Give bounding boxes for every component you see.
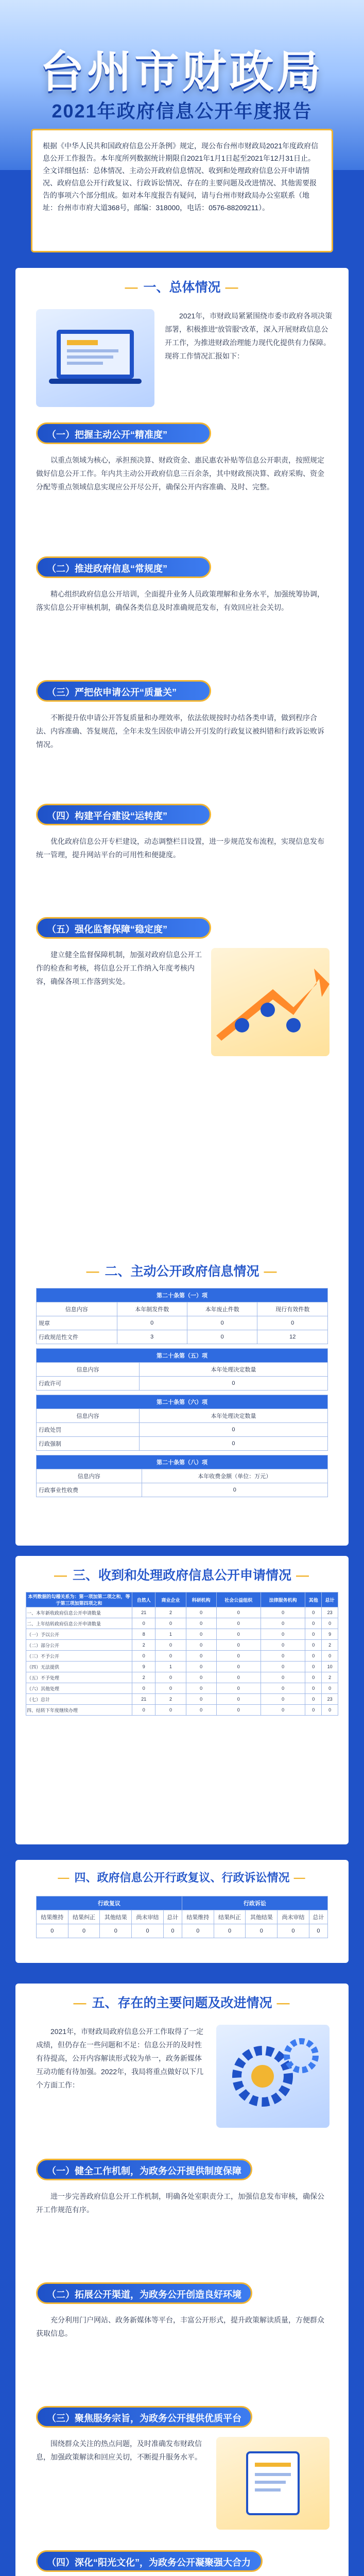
table-header: 结果纠正 <box>68 1910 100 1924</box>
table-cell: 0 <box>132 1683 155 1694</box>
table-cell: 21 <box>132 1607 155 1618</box>
table-cell: 2 <box>132 1640 155 1651</box>
table-cell: 0 <box>37 1924 68 1938</box>
table-cell: 二、上年结转政府信息公开申请数量 <box>26 1618 132 1629</box>
table-cell: 0 <box>278 1924 309 1938</box>
table-row <box>26 1672 338 1683</box>
table-cell: 0 <box>186 1640 216 1651</box>
table-header: 其他 <box>305 1592 322 1607</box>
platform-illustration <box>216 2437 330 2530</box>
header-subtitle: 2021年政府信息公开年度报告 <box>51 100 313 122</box>
table-header: 自然人 <box>132 1592 155 1607</box>
table-cell: 2 <box>132 1672 155 1683</box>
table-cell: （五）不予处理 <box>26 1672 132 1683</box>
section-title-review: 四、政府信息公开行政复议、行政诉讼情况 <box>74 1871 290 1884</box>
gears-illustration <box>216 2025 330 2128</box>
table-cell: 0 <box>305 1705 322 1716</box>
table-cell: 0 <box>186 1607 216 1618</box>
table-cell: 0 <box>261 1618 305 1629</box>
table-cell: 23 <box>322 1694 338 1705</box>
table-cell: （七）总计 <box>26 1694 132 1705</box>
table-cell: 0 <box>322 1618 338 1629</box>
table-cell: 0 <box>216 1683 261 1694</box>
table-header: 结果维持 <box>37 1910 68 1924</box>
table-header: 信息内容 <box>37 1469 142 1483</box>
section-title-active: 二、主动公开政府信息情况 <box>105 1264 259 1279</box>
table-cell: 规章 <box>37 1316 117 1330</box>
table-header: 商业企业 <box>155 1592 186 1607</box>
table-header: 科研机构 <box>186 1592 216 1607</box>
table-cell: 0 <box>261 1607 305 1618</box>
section-title-issues: 五、存在的主要问题及改进情况 <box>92 1996 272 2010</box>
table-cell: 0 <box>132 1651 155 1662</box>
table-header: 行政复议 <box>37 1896 182 1910</box>
table-header: 结果维持 <box>182 1910 214 1924</box>
table-cell: 0 <box>186 1618 216 1629</box>
active-table-4 <box>36 1455 328 1497</box>
table-cell: 行政许可 <box>37 1377 140 1391</box>
table-cell: 0 <box>216 1694 261 1705</box>
table-cell: 9 <box>322 1629 338 1640</box>
table-cell: 0 <box>186 1694 216 1705</box>
table-cell: 0 <box>305 1672 322 1683</box>
table-cell: 0 <box>261 1662 305 1672</box>
table-cell: 0 <box>216 1705 261 1716</box>
table-cell: 0 <box>186 1629 216 1640</box>
table-cell: 23 <box>322 1607 338 1618</box>
table-cell: 0 <box>139 1377 327 1391</box>
table-cell: 0 <box>246 1924 278 1938</box>
table-row <box>26 1618 338 1629</box>
table-cell: 1 <box>155 1629 186 1640</box>
table-cell: 0 <box>305 1618 322 1629</box>
section-title-applications: 三、收到和处理政府信息公开申请情况 <box>72 1568 291 1583</box>
table-row <box>26 1683 338 1694</box>
table-cell: 0 <box>216 1618 261 1629</box>
table-header: 本列数据的勾稽关系为：第一项加第二项之和，等于第三项加第四项之和 <box>26 1592 132 1607</box>
table-cell: 0 <box>139 1437 327 1451</box>
table-cell: 行政处罚 <box>37 1423 140 1437</box>
table-cell: 2 <box>322 1640 338 1651</box>
intro-box: 根据《中华人民共和国政府信息公开条例》规定，现公布台州市财政局2021年度政府信息公开工作报告。本年度所列数据统计期限自2021年1月1日起至2021年12月31日止。全文详细包括：总体情况、主动公开政府信息情况、收到和处理政府信息公开申请情况、政府信息公开行政复议、行政诉讼情况、存在的主要问题及改进情况、其他需要报告的事项六个部分组成。如对本年度报告有疑问，请与台州市财政局办公室联系（地址：台州市市府大道368号，邮编：318000，电话：0576-88209211）。 <box>31 129 333 252</box>
table-cell: 0 <box>305 1662 322 1672</box>
table-cell: 0 <box>132 1924 164 1938</box>
table-cell: 10 <box>322 1662 338 1672</box>
table-cell: 0 <box>186 1651 216 1662</box>
active-table-1 <box>36 1288 328 1344</box>
header-title: 台州市财政局 <box>40 47 324 97</box>
table-cell: 9 <box>132 1662 155 1672</box>
table-band: 第二十条第（一）项 <box>37 1289 328 1302</box>
table-cell: 0 <box>155 1618 186 1629</box>
overview-illustration <box>36 309 154 407</box>
table-cell: 0 <box>216 1607 261 1618</box>
table-header: 本年处理决定数量 <box>139 1363 327 1377</box>
table-row <box>26 1629 338 1640</box>
table-cell: 0 <box>186 1705 216 1716</box>
table-cell: 3 <box>117 1330 187 1344</box>
table-cell: 行政事业性收费 <box>37 1483 142 1497</box>
table-cell: 0 <box>186 1662 216 1672</box>
table-cell: 0 <box>216 1651 261 1662</box>
table-row <box>26 1640 338 1651</box>
section-review: — 四、政府信息公开行政复议、行政诉讼情况 — 行政复议 行政诉讼 结果维持 结果纠正 其他结果 尚未审结 总计 结果维持 结果纠正 其他结果 尚未审结 总计 0 0 0 0 0 0 0 0 0 0 <box>15 1860 349 1963</box>
active-table-3 <box>36 1395 328 1451</box>
table-cell: 0 <box>261 1629 305 1640</box>
table-cell: 行政规范性文件 <box>37 1330 117 1344</box>
issues-paragraph-3: 围绕群众关注的热点问题，及时准确发布财政信息，加强政策解读和回应关切，不断提升服务水平。 <box>36 2439 202 2461</box>
overview-subtitle-3: （三）严把依申请公开“质量关” <box>36 680 211 702</box>
table-cell: 0 <box>305 1651 322 1662</box>
table-header: 法律服务机构 <box>261 1592 305 1607</box>
rising-arrow-illustration <box>211 948 330 1056</box>
table-cell: 行政强制 <box>37 1437 140 1451</box>
table-cell: 0 <box>100 1924 132 1938</box>
table-cell: 0 <box>257 1316 328 1330</box>
table-cell: 0 <box>139 1423 327 1437</box>
table-cell: 0 <box>261 1651 305 1662</box>
table-cell: 0 <box>155 1705 186 1716</box>
table-cell: 0 <box>261 1672 305 1683</box>
table-header: 其他结果 <box>100 1910 132 1924</box>
overview-paragraph-2: 精心组织政府信息公开培训，全面提升业务人员政策理解和业务水平，加强统筹协调，落实信息公开审核机制，确保各类信息及时准确规范发布，有效回应社会关切。 <box>36 590 324 612</box>
issues-lead: 2021年，市财政局政府信息公开工作取得了一定成绩，但仍存在一些问题和不足：信息公开的及时性有待提高，公开内容解读形式较为单一，政务新媒体互动功能有待加强。2022年，我局将重点做好以下几个方面工作： <box>36 2027 204 2089</box>
teamwork-illustration <box>211 948 330 1056</box>
overview-paragraph-5: 建立健全监督保障机制，加强对政府信息公开工作的检查和考核，将信息公开工作纳入年度考核内容，确保各项工作落到实处。 <box>36 951 202 986</box>
table-band: 第二十条第（五）项 <box>37 1349 328 1363</box>
table-cell: 0 <box>68 1924 100 1938</box>
section-title-overview: 一、总体情况 <box>143 280 221 295</box>
table-cell: 0 <box>216 1640 261 1651</box>
document-icon <box>216 2437 330 2530</box>
issues-subtitle-3: （三）聚焦服务宗旨，为政务公开提供优质平台 <box>36 2406 252 2428</box>
table-cell: 0 <box>309 1924 327 1938</box>
table-cell: 0 <box>187 1330 257 1344</box>
table-cell: （四）无法提供 <box>26 1662 132 1672</box>
table-cell: 0 <box>216 1662 261 1672</box>
table-row <box>26 1607 338 1618</box>
table-header: 本年制发件数 <box>117 1302 187 1316</box>
gear-icon <box>216 2025 330 2128</box>
table-row <box>26 1651 338 1662</box>
table-cell: 0 <box>142 1483 327 1497</box>
table-cell: 0 <box>305 1629 322 1640</box>
table-cell: 0 <box>305 1640 322 1651</box>
issues-paragraph-1: 进一步完善政府信息公开工作机制，明确各处室职责分工，加强信息发布审核，确保公开工作规范有序。 <box>36 2192 324 2214</box>
table-header: 尚未审结 <box>278 1910 309 1924</box>
overview-paragraph-1: 以重点领域为核心，承担预决算、财政资金、惠民惠农补贴等信息公开职责，按照规定做好信息公开工作。年内共主动公开政府信息三百余条，其中财政预决算、政府采购、资金分配等重点领域信息实现应公开尽公开，确保公开内容准确、及时、完整。 <box>36 456 324 491</box>
table-cell: 0 <box>155 1672 186 1683</box>
table-cell: 0 <box>132 1618 155 1629</box>
table-header: 现行有效件数 <box>257 1302 328 1316</box>
active-tables <box>36 1288 328 1497</box>
table-cell: 1 <box>155 1662 186 1672</box>
applications-table <box>26 1592 338 1716</box>
review-table-wrap <box>36 1896 328 1938</box>
overview-subtitle-4: （四）构建平台建设“运转度” <box>36 804 211 825</box>
table-cell: 12 <box>257 1330 328 1344</box>
table-cell: 0 <box>182 1924 214 1938</box>
table-cell: 0 <box>261 1640 305 1651</box>
table-header: 尚未审结 <box>132 1910 164 1924</box>
table-row <box>26 1705 338 1716</box>
table-header: 本年废止件数 <box>187 1302 257 1316</box>
table-cell: 0 <box>322 1683 338 1694</box>
table-cell: 0 <box>305 1694 322 1705</box>
table-cell: 8 <box>132 1629 155 1640</box>
table-header: 总计 <box>322 1592 338 1607</box>
table-cell: 0 <box>155 1651 186 1662</box>
section-applications: — 三、收到和处理政府信息公开申请情况 — 本列数据的勾稽关系为：第一项加第二项之和，等于第三项加第四项之和 自然人 商业企业 科研机构 社会公益组织 法律服务机构 其他 总计 一、本年新收政府信息公开申请数量 21 2 0 0 0 0 23 二、上年结转政府信息公开申请数量 0 0 0 0 0 0 0 （一）予以公开 8 1 0 0 0 0 9 （二）部分公开 2 0 0 0 0 0 2 （三）不予公开 0 0 0 0 0 0 0 （四）无法提供 9 1 0 0 0 0 10 （五）不予处理 2 0 0 0 0 0 2 （六）其他处理 0 0 0 0 0 0 0 （七）总计 21 2 0 0 0 0 23 四、结转下年度继续办理 0 0 0 0 0 0 0 <box>15 1556 349 1844</box>
table-header: 信息内容 <box>37 1409 140 1423</box>
table-cell: 0 <box>261 1705 305 1716</box>
table-cell: 0 <box>322 1705 338 1716</box>
table-cell: 0 <box>132 1705 155 1716</box>
table-cell: 2 <box>322 1672 338 1683</box>
table-header: 总计 <box>163 1910 182 1924</box>
section-overview: — 一、总体情况 — 2021年，市财政局紧紧围绕市委市政府各项决策部署，积极推进“放管服”改革，深入开展财政信息公开工作，为推进财政治理能力现代化提供有力保障。现将工作情况汇报如下： （一）把握主动公开“精准度” 以重点领域为核心，承担预决算、财政资金、惠民惠农补贴等信息公开职责，按照规定做好信息公开工作。年内共主动公开政府信息三百余条，其中财政预决算、政府采购、资金分配等重点领域信息实现应公开尽公开，确保公开内容准确、及时、完整。 （二）推进政府信息“常规度” 精心组织政府信息公开培训，全面提升业务人员政策理解和业务水平，加强统筹协调，落实信息公开审核机制，确保各类信息及时准确规范发布，有效回应社会关切。 （三）严把依申请公开“质量关” 不断提升依申请公开答复质量和办理效率，依法依规按时办结各类申请，做到程序合法、内容准确、答复规范，全年未发生因依申请公开引发的行政复议被纠错和行政诉讼败诉情况。 （四）构建平台建设“运转度” 优化政府信息公开专栏建设，动态调整栏目设置，进一步规范发布流程，实现信息发布统一管理，提升网站平台的可用性和便捷度。 （五）强化监督保障“稳定度” 建立健全监督保障机制，加强对政府信息公开工作的检查和考核，将信息公开工作纳入年度考核内容，确保各项工作落到实处。 <box>15 268 349 1546</box>
table-cell: 0 <box>261 1683 305 1694</box>
table-cell: 0 <box>214 1924 246 1938</box>
table-cell: 0 <box>305 1683 322 1694</box>
issues-subtitle-1: （一）健全工作机制，为政务公开提供制度保障 <box>36 2159 252 2180</box>
table-cell: 0 <box>117 1316 187 1330</box>
review-table <box>36 1896 328 1938</box>
laptop-illustration <box>36 309 154 407</box>
table-cell: 0 <box>261 1694 305 1705</box>
table-cell: 2 <box>155 1607 186 1618</box>
table-header: 社会公益组织 <box>216 1592 261 1607</box>
table-row <box>26 1662 338 1672</box>
table-cell: 0 <box>216 1629 261 1640</box>
table-header: 信息内容 <box>37 1363 140 1377</box>
table-cell: 一、本年新收政府信息公开申请数量 <box>26 1607 132 1618</box>
table-cell: 四、结转下年度继续办理 <box>26 1705 132 1716</box>
section-issues: — 五、存在的主要问题及改进情况 — 2021年，市财政局政府信息公开工作取得了一定成绩，但仍存在一些问题和不足：信息公开的及时性有待提高，公开内容解读形式较为单一，政务新媒体互动功能有待加强。2022年，我局将重点做好以下几个方面工作： （一）健全工作机制，为政务公开提供制度保障 进一步完善政府信息公开工作机制，明确各处室职责分工，加强信息发布审核，确保公开工作规范有序。 （二）拓展公开渠道，为政务公开创造良好环境 充分利用门户网站、政务新媒体等平台，丰富公开形式，提升政策解读质量，方便群众获取信息。 （三）聚焦服务宗旨，为政务公开提供优质平台 围绕群众关注的热点问题，及时准确发布财政信息，加强政策解读和回应关切，不断提升服务水平。 （四）深化“阳光文化”，为政务公开凝聚强大合力 <box>15 1984 349 2576</box>
section-active-disclosure: — 二、主动公开政府信息情况 — 第二十条第（一）项 信息内容 本年制发件数 本年废止件数 现行有效件数 规章 0 0 0 行政规范性文件 3 0 12 第二十条第（五）项 信息内容 本年处理决定数量 行政许可 0 第二十条第（六）项 信息内容 本年处理决定数量 行政处罚 0 行政强制 0 第二十条第（八）项 信息内容 本年收费金额（单位：万元） 行政事业性收费 0 <box>15 1252 349 1540</box>
table-header: 其他结果 <box>246 1910 278 1924</box>
overview-lead: 2021年，市财政局紧紧围绕市委市政府各项决策部署，积极推进“放管服”改革，深入开展财政信息公开工作，为推进财政治理能力现代化提供有力保障。现将工作情况汇报如下： <box>165 312 333 360</box>
table-cell: （一）予以公开 <box>26 1629 132 1640</box>
table-band: 第二十条第（六）项 <box>37 1395 328 1409</box>
table-cell: 0 <box>163 1924 182 1938</box>
table-cell: 0 <box>187 1316 257 1330</box>
table-cell: 21 <box>132 1694 155 1705</box>
applications-table-wrap <box>26 1592 338 1716</box>
table-cell: 2 <box>155 1694 186 1705</box>
overview-paragraph-3: 不断提升依申请公开答复质量和办理效率，依法依规按时办结各类申请，做到程序合法、内容准确、答复规范，全年未发生因依申请公开引发的行政复议被纠错和行政诉讼败诉情况。 <box>36 714 324 749</box>
table-cell: （三）不予公开 <box>26 1651 132 1662</box>
issues-subtitle-4: （四）深化“阳光文化”，为政务公开凝聚强大合力 <box>36 2550 263 2572</box>
table-cell: 0 <box>305 1607 322 1618</box>
overview-subtitle-1: （一）把握主动公开“精准度” <box>36 422 211 444</box>
table-header: 总计 <box>309 1910 327 1924</box>
overview-paragraph-4: 优化政府信息公开专栏建设，动态调整栏目设置，进一步规范发布流程，实现信息发布统一管理，提升网站平台的可用性和便捷度。 <box>36 837 324 859</box>
table-header: 本年处理决定数量 <box>139 1409 327 1423</box>
issues-subtitle-2: （二）拓展公开渠道，为政务公开创造良好环境 <box>36 2282 252 2304</box>
table-cell: 0 <box>155 1683 186 1694</box>
table-header: 信息内容 <box>37 1302 117 1316</box>
table-row <box>26 1694 338 1705</box>
table-cell: （六）其他处理 <box>26 1683 132 1694</box>
issues-paragraph-2: 充分利用门户网站、政务新媒体等平台，丰富公开形式，提升政策解读质量，方便群众获取信息。 <box>36 2316 324 2337</box>
table-cell: 0 <box>322 1651 338 1662</box>
table-cell: 0 <box>155 1640 186 1651</box>
table-band: 第二十条第（八）项 <box>37 1455 328 1469</box>
table-header: 本年收费金额（单位：万元） <box>142 1469 327 1483</box>
overview-subtitle-2: （二）推进政府信息“常规度” <box>36 556 211 578</box>
table-header: 行政诉讼 <box>182 1896 327 1910</box>
overview-subtitle-5: （五）强化监督保障“稳定度” <box>36 917 211 939</box>
table-cell: 0 <box>186 1672 216 1683</box>
table-cell: 0 <box>186 1683 216 1694</box>
table-cell: （二）部分公开 <box>26 1640 132 1651</box>
active-table-2 <box>36 1348 328 1391</box>
table-cell: 0 <box>216 1672 261 1683</box>
table-header: 结果纠正 <box>214 1910 246 1924</box>
